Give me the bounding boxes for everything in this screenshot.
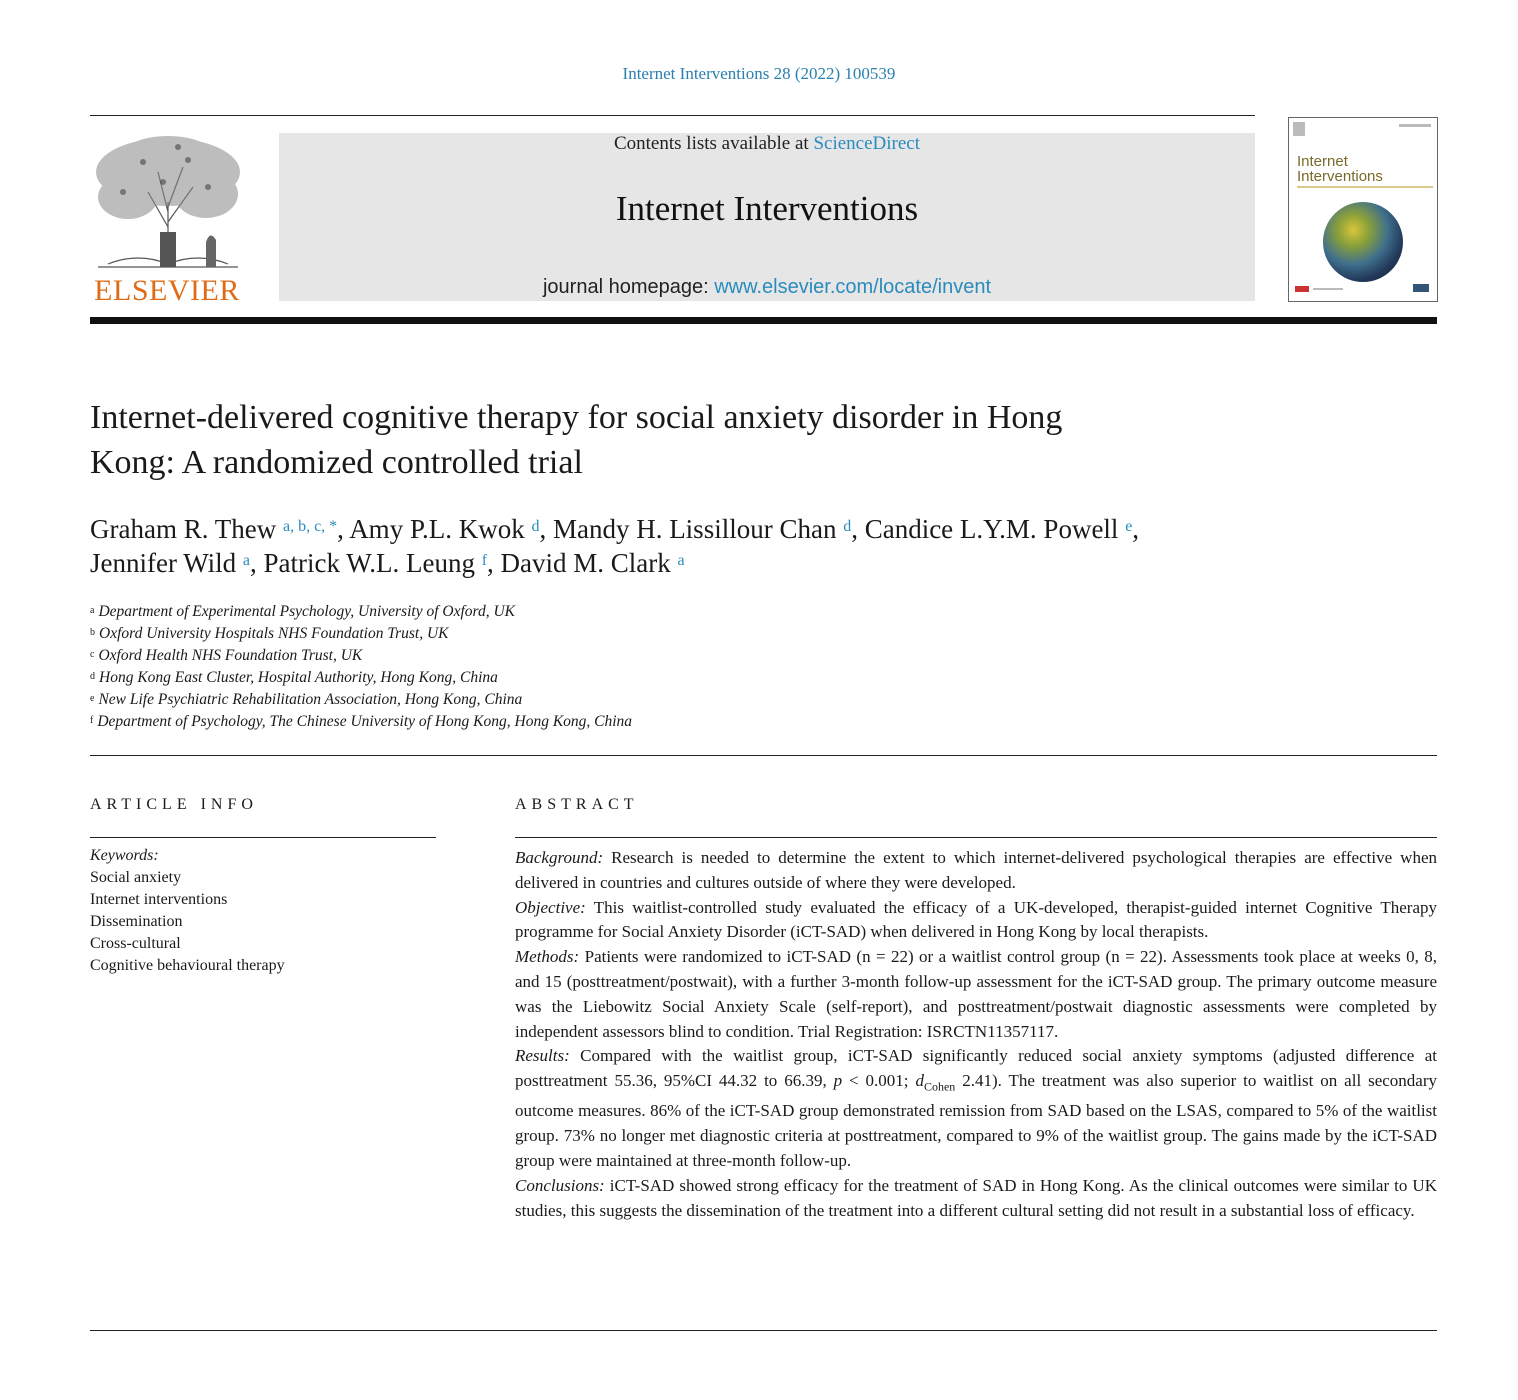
abstract-bottom-rule <box>90 1330 1437 1331</box>
author-name: Candice L.Y.M. Powell <box>864 514 1119 544</box>
article-info-rule <box>90 837 436 838</box>
affiliation-key: f <box>90 715 94 726</box>
affiliation-text: Department of Psychology, The Chinese University of Hong Kong, Hong Kong, China <box>97 713 633 730</box>
abstract-results <box>515 1044 1437 1173</box>
cover-publisher-icon <box>1293 122 1305 136</box>
keyword-item: Cross-cultural <box>90 935 181 952</box>
author-affiliation-link[interactable]: a, b, c, * <box>282 518 338 535</box>
affiliation-key: a <box>90 605 95 616</box>
globe-icon <box>1323 202 1403 282</box>
keyword-item: Social anxiety <box>90 869 182 886</box>
abstract-label: Objective: <box>515 897 586 917</box>
keyword-item: Internet interventions <box>90 891 228 908</box>
cover-issue-mark <box>1399 124 1431 127</box>
sciencedirect-link[interactable]: ScienceDirect <box>813 133 921 154</box>
affiliation-text: New Life Psychiatric Rehabilitation Association, Hong Kong, China <box>98 691 523 708</box>
abstract-text: 2.41). The treatment was also superior to waitlist on all secondary outcome measures. 86% of the iCT-SAD group demonstrated remission from SAD based on the LSAS, compared to 5% of the waitlist group. 73% no longer met diagnostic criteria at posttreatment, compared to 9% of the waitlist group. The gains made by the iCT-SAD group were maintained at three-month follow-up. <box>515 1071 1437 1170</box>
homepage-line <box>279 276 1255 299</box>
article-title-line2: Kong: A randomized controlled trial <box>90 444 583 481</box>
author-separator: , <box>539 514 553 544</box>
abstract-label: Background: <box>515 848 604 867</box>
abstract-conclusions <box>515 1174 1437 1224</box>
keywords-block <box>90 845 430 977</box>
elsevier-wordmark[interactable]: ELSEVIER <box>94 274 240 307</box>
journal-banner <box>279 133 1255 301</box>
cover-publisher-logo-icon <box>1413 284 1429 292</box>
abstract-text: Compared with the waitlist group, iCT-SAD significantly reduced social anxiety symptoms (adjusted difference at posttreatment 55.36, 95%CI 44.32 to 66.39, <box>515 1046 1437 1091</box>
abstract-label: Conclusions: <box>515 1175 605 1195</box>
affiliation-key: e <box>90 693 95 704</box>
d-symbol: d <box>915 1071 924 1091</box>
author-separator: , <box>337 514 350 544</box>
author-list <box>90 512 1390 580</box>
affiliation-item <box>90 689 1290 711</box>
abstract-label: Results: <box>515 1046 570 1066</box>
author-affiliation-link[interactable]: d <box>531 518 540 535</box>
cover-title <box>1297 154 1433 184</box>
cover-footer-bar <box>1313 288 1343 290</box>
affiliation-key: b <box>90 627 95 638</box>
author-affiliation-link[interactable]: f <box>481 552 488 569</box>
author-affiliation-link[interactable]: d <box>843 518 852 535</box>
author-name: Patrick W.L. Leung <box>263 548 475 578</box>
journal-homepage-link[interactable]: www.elsevier.com/locate/invent <box>714 276 992 298</box>
affiliation-item <box>90 711 1290 733</box>
cover-title-line2: Interventions <box>1297 168 1383 185</box>
author-separator: , <box>487 548 501 578</box>
cover-title-line1: Internet <box>1297 153 1348 170</box>
header-thick-rule <box>90 317 1437 324</box>
abstract-text: iCT-SAD showed strong efficacy for the treatment of SAD in Hong Kong. As the clinical outcomes were similar to UK studies, this suggests the dissemination of the treatment into a different cultural setting did not result in a substantial loss of efficacy. <box>515 1175 1437 1220</box>
affiliation-text: Hong Kong East Cluster, Hospital Authority, Hong Kong, China <box>99 669 498 686</box>
keyword-item: Cognitive behavioural therapy <box>90 957 285 974</box>
affiliation-key: d <box>90 671 95 682</box>
author-separator: , <box>1132 514 1140 544</box>
contents-line <box>279 133 1255 155</box>
affiliation-key: c <box>90 649 95 660</box>
author-line-2 <box>90 546 1390 580</box>
p-symbol: p <box>833 1071 843 1091</box>
abstract-body <box>515 846 1437 1223</box>
journal-name: Internet Interventions <box>615 189 919 228</box>
author-separator: , <box>250 548 264 578</box>
cover-subtitle-bar <box>1297 186 1433 188</box>
cohen-subscript: Cohen <box>923 1079 956 1094</box>
author-affiliation-link[interactable]: a <box>242 552 250 569</box>
cover-society-logo-icon <box>1295 286 1309 292</box>
affiliation-text: Department of Experimental Psychology, University of Oxford, UK <box>98 603 516 620</box>
keyword-item: Dissemination <box>90 913 183 930</box>
header-rule <box>90 115 1255 116</box>
contents-prefix: Contents lists available at <box>613 133 814 154</box>
article-title <box>90 395 1290 485</box>
author-name: David M. Clark <box>500 548 671 578</box>
journal-citation[interactable]: Internet Interventions 28 (2022) 100539 <box>622 64 896 83</box>
abstract-text: Patients were randomized to iCT-SAD (n = 22) or a waitlist control group (n = 22). Assessments took place at weeks 0, 8, and 15 (posttreatment/postwait), with a further 3-month follow-up assessment for the iCT-SAD group. The primary outcome measure was the Liebowitz Social Anxiety Scale (self-report), and posttreatment/postwait diagnostic assessments were completed by independent assessors blind to condition. Trial Registration: ISRCTN11357117. <box>515 947 1437 1041</box>
abstract-objective <box>515 896 1437 946</box>
article-info-heading: ARTICLE INFO <box>90 796 258 813</box>
affiliation-text: Oxford University Hospitals NHS Foundation Trust, UK <box>99 625 449 642</box>
affiliation-item <box>90 645 1290 667</box>
author-line-1 <box>90 512 1390 546</box>
abstract-text: Research is needed to determine the extent to which internet-delivered psychological therapies are effective when delivered in countries and cultures outside of where they were developed. <box>515 848 1437 892</box>
homepage-prefix: journal homepage: <box>542 276 715 298</box>
abstract-rule <box>515 837 1437 838</box>
abstract-methods <box>515 945 1437 1044</box>
abstract-label: Methods: <box>515 947 580 967</box>
author-name: Jennifer Wild <box>90 548 237 578</box>
abstract-text: < 0.001; <box>842 1071 916 1091</box>
author-name: Mandy H. Lissillour Chan <box>552 514 837 544</box>
article-title-line1: Internet-delivered cognitive therapy for social anxiety disorder in Hong <box>90 399 1063 436</box>
affiliation-item <box>90 667 1290 689</box>
journal-cover-thumbnail[interactable] <box>1288 117 1438 302</box>
affiliation-item <box>90 623 1290 645</box>
author-name: Amy P.L. Kwok <box>349 514 525 544</box>
keywords-label: Keywords: <box>90 847 159 864</box>
abstract-text: This waitlist-controlled study evaluated the efficacy of a UK-developed, therapist-guided internet Cognitive Therapy programme for Social Anxiety Disorder (iCT-SAD) when delivered in Hong Kong by local therapists. <box>515 897 1437 942</box>
affiliation-list <box>90 601 1290 733</box>
section-rule <box>90 755 1437 756</box>
affiliation-text: Oxford Health NHS Foundation Trust, UK <box>98 647 363 664</box>
author-affiliation-link[interactable]: e <box>1125 518 1133 535</box>
abstract-heading: ABSTRACT <box>515 796 639 813</box>
author-affiliation-link[interactable]: a <box>677 552 685 569</box>
author-name: Graham R. Thew <box>90 514 277 544</box>
affiliation-item <box>90 601 1290 623</box>
abstract-background <box>515 846 1437 896</box>
author-separator: , <box>851 514 865 544</box>
